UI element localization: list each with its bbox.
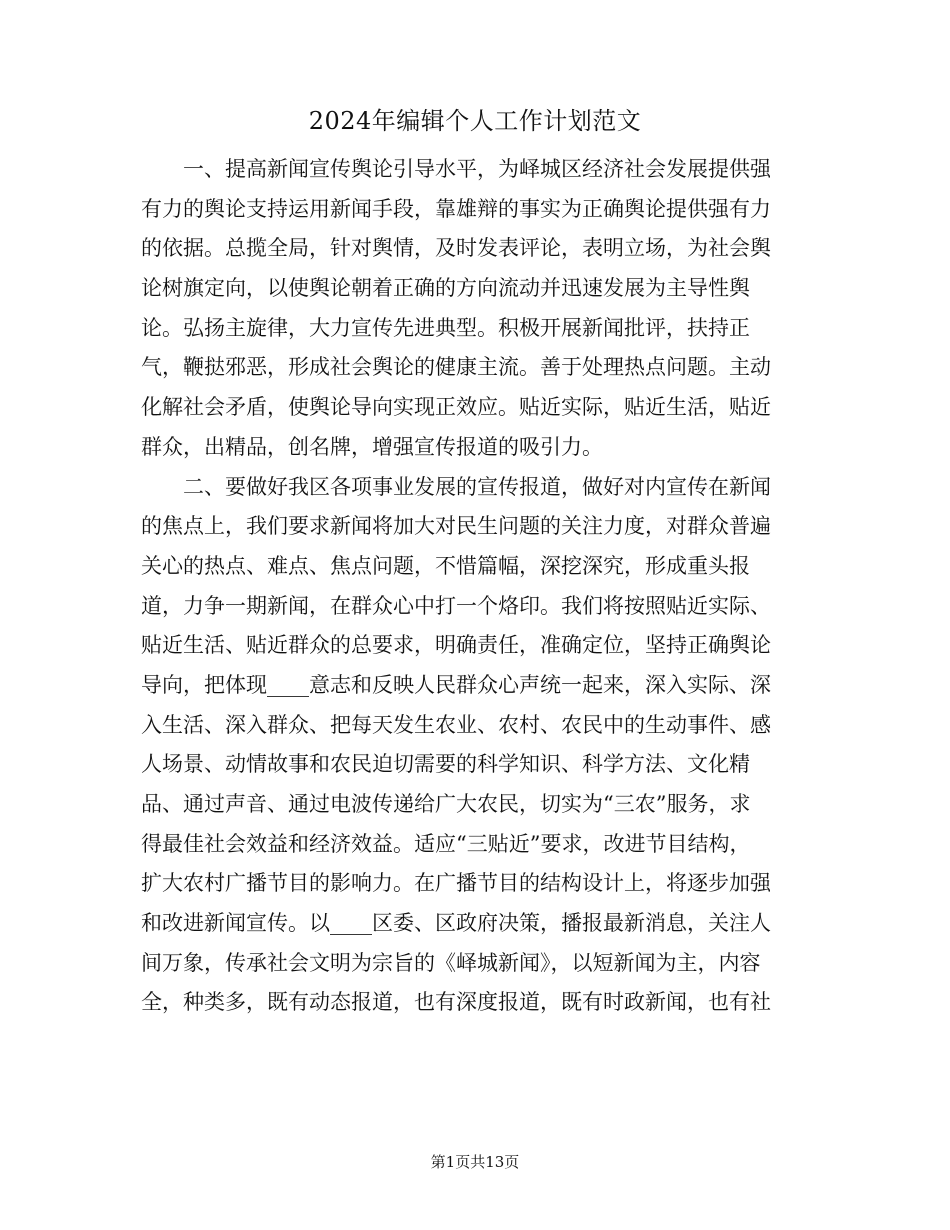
paragraph-2-line-14: 全，种类多，既有动态报道，也有深度报道，既有时政新闻，也有社 bbox=[141, 990, 771, 1015]
document-body bbox=[141, 150, 801, 1023]
paragraph-2-line-11: 扩大农村广播节目的影响力。在广播节目的结构设计上，将逐步加强 bbox=[141, 871, 771, 896]
page-title: 2024年编辑个人工作计划范文 bbox=[308, 107, 642, 135]
paragraph-2-line-12: 和改进新闻宣传。以____区委、区政府决策，播报最新消息，关注人 bbox=[141, 911, 771, 936]
paragraph-1-line-7: 化解社会矛盾，使舆论导向实现正效应。贴近实际，贴近生活，贴近 bbox=[141, 395, 771, 420]
paragraph-2-line-7: 入生活、深入群众、把每天发生农业、农村、农民中的生动事件、感 bbox=[141, 712, 771, 737]
paragraph-1-line-1: 一、提高新闻宣传舆论引导水平，为峄城区经济社会发展提供强 bbox=[183, 157, 771, 181]
paragraph-2-line-8: 人场景、动情故事和农民迫切需要的科学知识、科学方法、文化精 bbox=[141, 752, 750, 777]
paragraph-2-line-1: 二、要做好我区各项事业发展的宣传报道，做好对内宣传在新闻 bbox=[183, 474, 771, 499]
paragraph-1-line-3: 的依据。总揽全局，针对舆情，及时发表评论，表明立场，为社会舆 bbox=[141, 236, 771, 261]
paragraph-2-line-2: 的焦点上，我们要求新闻将加大对民生问题的关注力度，对群众普遍 bbox=[141, 514, 771, 539]
paragraph-2-line-4: 道，力争一期新闻，在群众心中打一个烙印。我们将按照贴近实际、 bbox=[141, 593, 771, 618]
paragraph-1-line-5: 论。弘扬主旋律，大力宣传先进典型。积极开展新闻批评，扶持正 bbox=[141, 315, 750, 340]
page-number-footer: 第1页共13页 bbox=[430, 1153, 520, 1171]
paragraph-2-line-13: 间万象，传承社会文明为宗旨的《峄城新闻》，以短新闻为主，内容 bbox=[141, 950, 761, 975]
paragraph-2-line-9: 品、通过声音、通过电波传递给广大农民，切实为“三农”服务，求 bbox=[141, 792, 751, 816]
paragraph-1-line-6: 气，鞭挞邪恶，形成社会舆论的健康主流。善于处理热点问题。主动 bbox=[141, 355, 771, 380]
paragraph-2-line-6: 导向，把体现____意志和反映人民群众心声统一起来，深入实际、深 bbox=[141, 672, 771, 697]
paragraph-1-line-2: 有力的舆论支持运用新闻手段，靠雄辩的事实为正确舆论提供强有力 bbox=[141, 196, 771, 221]
paragraph-2-line-10: 得最佳社会效益和经济效益。适应“三贴近”要求，改进节目结构， bbox=[141, 831, 751, 856]
paragraph-1-line-4: 论树旗定向，以使舆论朝着正确的方向流动并迅速发展为主导性舆 bbox=[141, 276, 750, 301]
paragraph-2-line-5: 贴近生活、贴近群众的总要求，明确责任，准确定位，坚持正确舆论 bbox=[141, 633, 771, 658]
paragraph-2-line-3: 关心的热点、难点、焦点问题，不惜篇幅，深挖深究，形成重头报 bbox=[141, 553, 750, 578]
paragraph-1-line-8: 群众，出精品，创名牌，增强宣传报道的吸引力。 bbox=[141, 434, 603, 459]
